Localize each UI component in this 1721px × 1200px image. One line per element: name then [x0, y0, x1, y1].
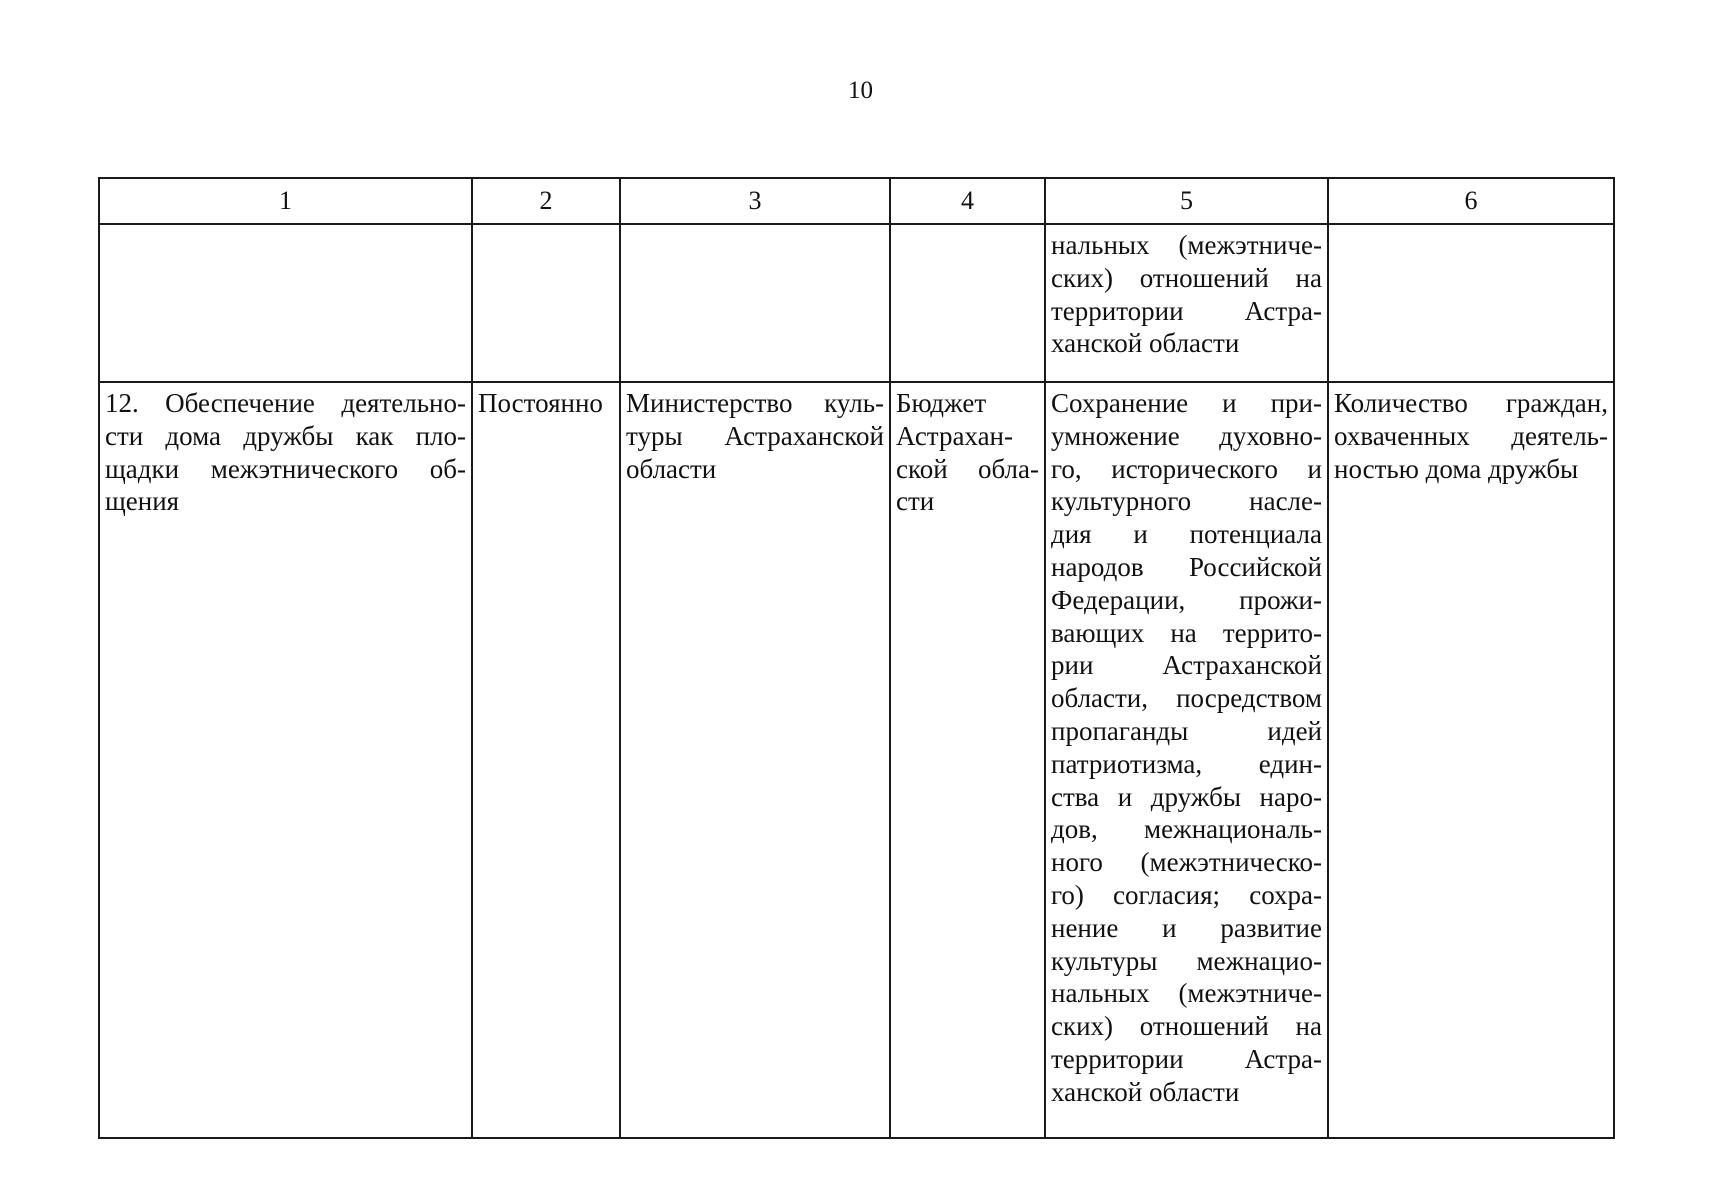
text-line: дия и потенциала [1051, 519, 1322, 550]
result-cell [1045, 382, 1328, 1138]
text-line: области [626, 453, 717, 484]
text-line: патриотизма, един- [1051, 748, 1322, 779]
table-row [99, 224, 1614, 382]
text-line: Сохранение и при- [1051, 388, 1322, 418]
text-line: го) согласия; сохра- [1051, 879, 1322, 910]
text-line: щения [105, 486, 180, 517]
text-line: ностью дома дружбы [1334, 453, 1579, 484]
text-line: щадки межэтнического об- [105, 453, 466, 484]
text-line: территории Астра- [1051, 295, 1322, 326]
header-col-4: 4 [890, 178, 1045, 224]
text-line: ства и дружбы наро- [1051, 781, 1322, 812]
cell-empty [890, 224, 1045, 382]
text-line: Астрахан- [896, 420, 1013, 451]
text-line: территории Астра- [1051, 1043, 1322, 1074]
text-line: нальных (межэтниче- [1051, 978, 1322, 1009]
responsible-cell [620, 382, 890, 1138]
measure-name-cell [99, 382, 472, 1138]
table-header-row [99, 178, 1614, 224]
text-line: ханской области [1051, 328, 1240, 359]
text-line: го, исторического и [1051, 453, 1322, 484]
text-line: сти дома дружбы как пло- [105, 420, 466, 451]
continuation-text-cell [1045, 224, 1328, 382]
text-line: культуры межнацио- [1051, 945, 1322, 976]
text-line: культурного насле- [1051, 486, 1322, 517]
text-line: сти [896, 486, 935, 517]
deadline-cell [472, 382, 620, 1138]
cell-empty [472, 224, 620, 382]
header-col-3: 3 [620, 178, 890, 224]
text-line: Бюджет [896, 388, 987, 418]
measures-table [98, 177, 1615, 1139]
text-line: Количество граждан, [1334, 388, 1608, 418]
cell-empty [620, 224, 890, 382]
text-line: народов Российской [1051, 551, 1322, 582]
text-line: охваченных деятель- [1334, 420, 1608, 451]
text-line: ного (межэтническо- [1051, 847, 1322, 878]
text-line: рии Астраханской [1051, 650, 1322, 681]
cell-empty [99, 224, 472, 382]
text-line: пропаганды идей [1051, 715, 1322, 746]
text-line: нальных (межэтниче- [1051, 230, 1322, 260]
header-col-2: 2 [472, 178, 620, 224]
text-line: умножение духовно- [1051, 420, 1322, 451]
text-line: туры Астраханской [626, 420, 884, 451]
header-col-6: 6 [1328, 178, 1614, 224]
text-line: области, посредством [1051, 683, 1322, 714]
text-line: вающих на террито- [1051, 617, 1322, 648]
table-row [99, 382, 1614, 1138]
text-line: ских) отношений на [1051, 262, 1322, 293]
text-line: ханской области [1051, 1076, 1240, 1107]
indicator-cell [1328, 382, 1614, 1138]
text-line: ской обла- [896, 453, 1039, 484]
page-number: 10 [848, 77, 873, 104]
text-line: Министерство куль- [626, 388, 884, 418]
header-col-1: 1 [99, 178, 472, 224]
text-line: нение и развитие [1051, 912, 1322, 943]
header-col-5: 5 [1045, 178, 1328, 224]
text-line: ских) отношений на [1051, 1011, 1322, 1042]
text-line: дов, межнациональ- [1051, 814, 1322, 845]
cell-empty [1328, 224, 1614, 382]
deadline-text: Постоянно [478, 388, 603, 418]
funding-cell [890, 382, 1045, 1138]
text-line: Федерации, прожи- [1051, 584, 1322, 615]
text-line: 12. Обеспечение деятельно- [105, 388, 466, 418]
